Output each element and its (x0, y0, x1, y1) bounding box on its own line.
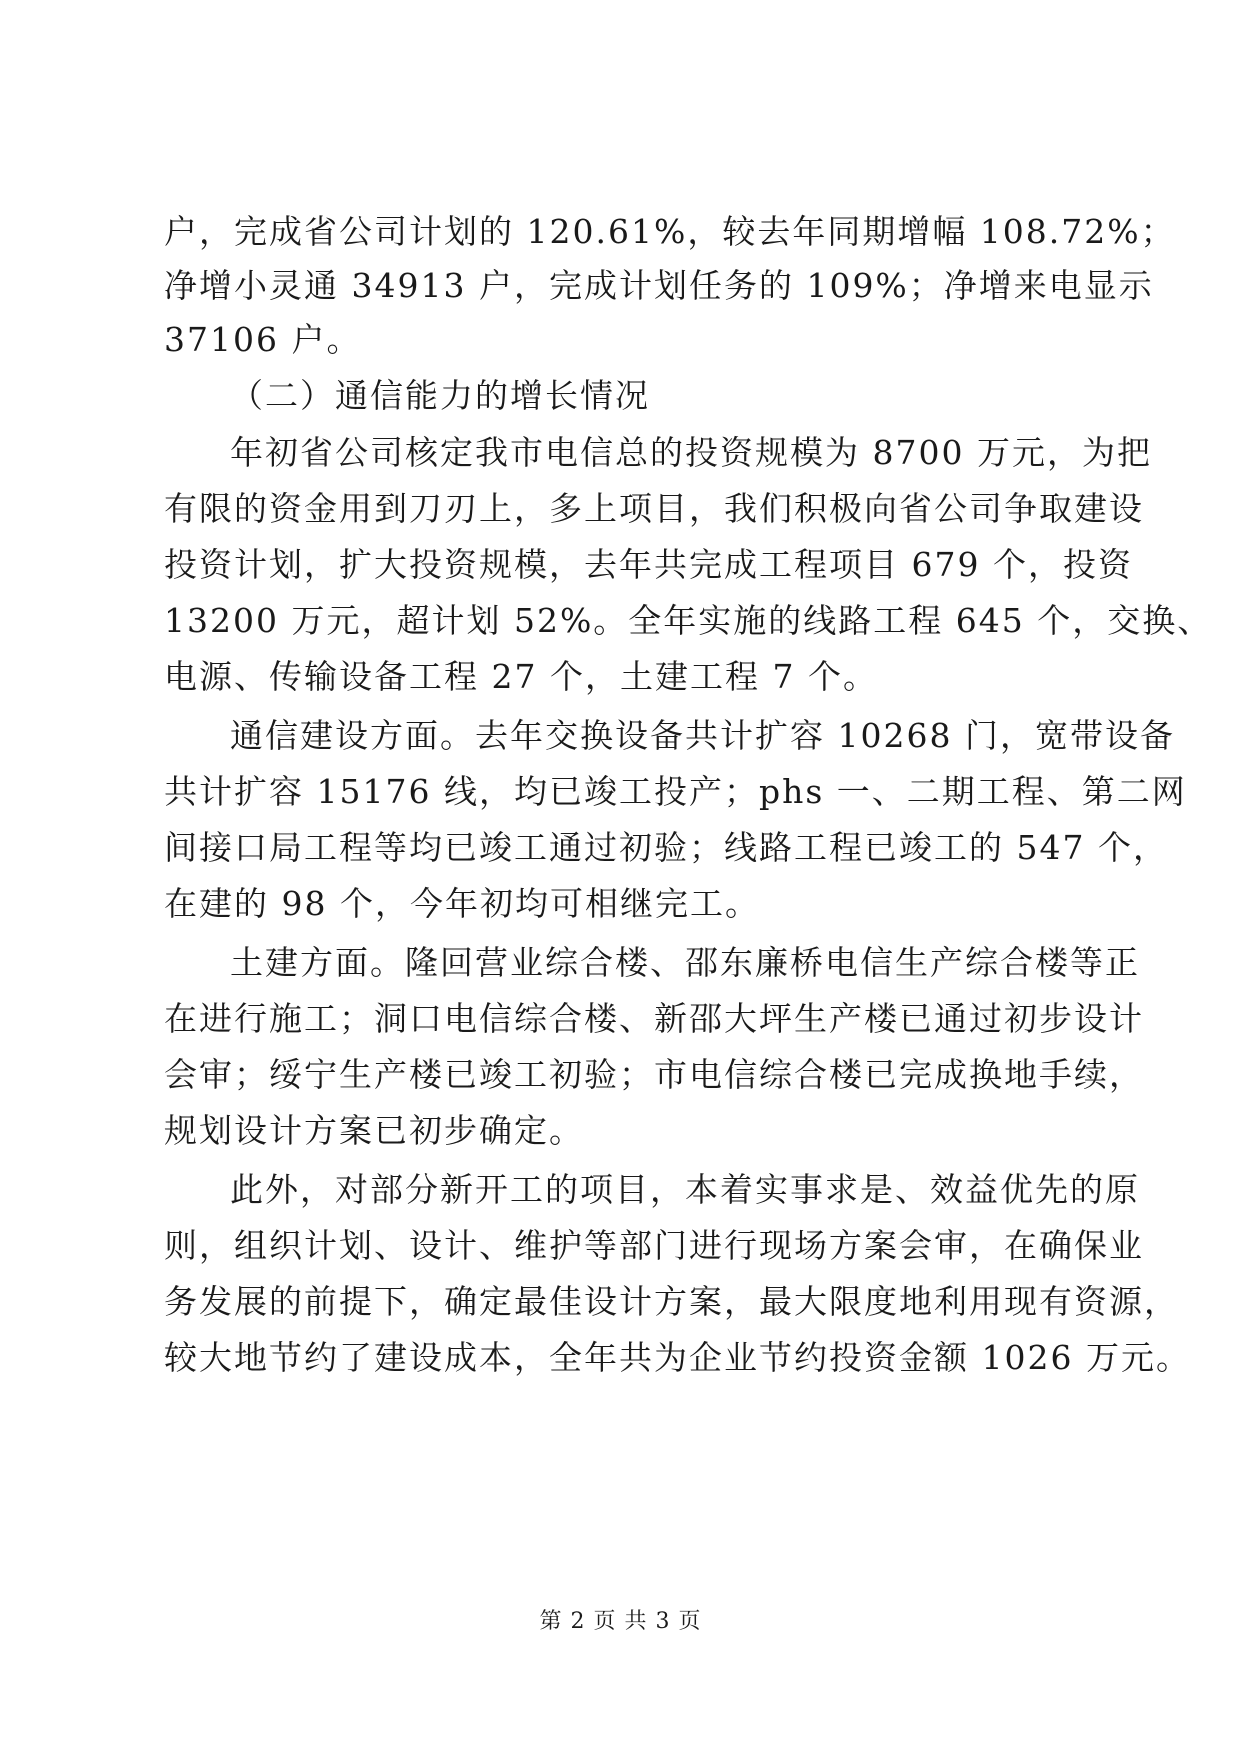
body-text-line: 37106 户。 (164, 320, 362, 359)
body-text-line: 通信建设方面。去年交换设备共计扩容 10268 门，宽带设备 (230, 716, 1175, 755)
body-text-line: 13200 万元，超计划 52%。全年实施的线路工程 645 个，交换、 (164, 601, 1213, 640)
section-heading: （二）通信能力的增长情况 (230, 376, 650, 415)
page-indicator: 第 2 页 共 3 页 (539, 1609, 702, 1634)
body-text-line: 净增小灵通 34913 户，完成计划任务的 109%；净增来电显示 (164, 266, 1154, 305)
body-text-line: 年初省公司核定我市电信总的投资规模为 8700 万元，为把 (230, 433, 1152, 472)
body-text-line: 在建的 98 个，今年初均可相继完工。 (164, 884, 760, 923)
body-text-line: 共计扩容 15176 线，均已竣工投产；phs 一、二期工程、第二网 (164, 772, 1187, 811)
body-text-line: 务发展的前提下，确定最佳设计方案，最大限度地利用现有资源， (164, 1282, 1179, 1321)
body-text-line: 在进行施工；洞口电信综合楼、新邵大坪生产楼已通过初步设计 (164, 999, 1144, 1038)
body-text-line: 电源、传输设备工程 27 个，土建工程 7 个。 (164, 657, 878, 696)
body-text-line: 土建方面。隆回营业综合楼、邵东廉桥电信生产综合楼等正 (230, 943, 1140, 982)
body-text-line: 投资计划，扩大投资规模，去年共完成工程项目 679 个，投资 (164, 545, 1133, 584)
body-text-line: 则，组织计划、设计、维护等部门进行现场方案会审，在确保业 (164, 1226, 1144, 1265)
body-text-line: 户，完成省公司计划的 120.61%，较去年同期增幅 108.72%； (164, 212, 1176, 251)
body-text-line: 较大地节约了建设成本，全年共为企业节约投资金额 1026 万元。 (164, 1338, 1191, 1377)
body-text-line: 此外，对部分新开工的项目，本着实事求是、效益优先的原 (230, 1170, 1140, 1209)
body-text-line: 间接口局工程等均已竣工通过初验；线路工程已竣工的 547 个， (164, 828, 1168, 867)
body-text-line: 有限的资金用到刀刃上，多上项目，我们积极向省公司争取建设 (164, 489, 1144, 528)
body-text-line: 会审；绥宁生产楼已竣工初验；市电信综合楼已完成换地手续， (164, 1055, 1144, 1094)
body-text-line: 规划设计方案已初步确定。 (164, 1111, 584, 1150)
